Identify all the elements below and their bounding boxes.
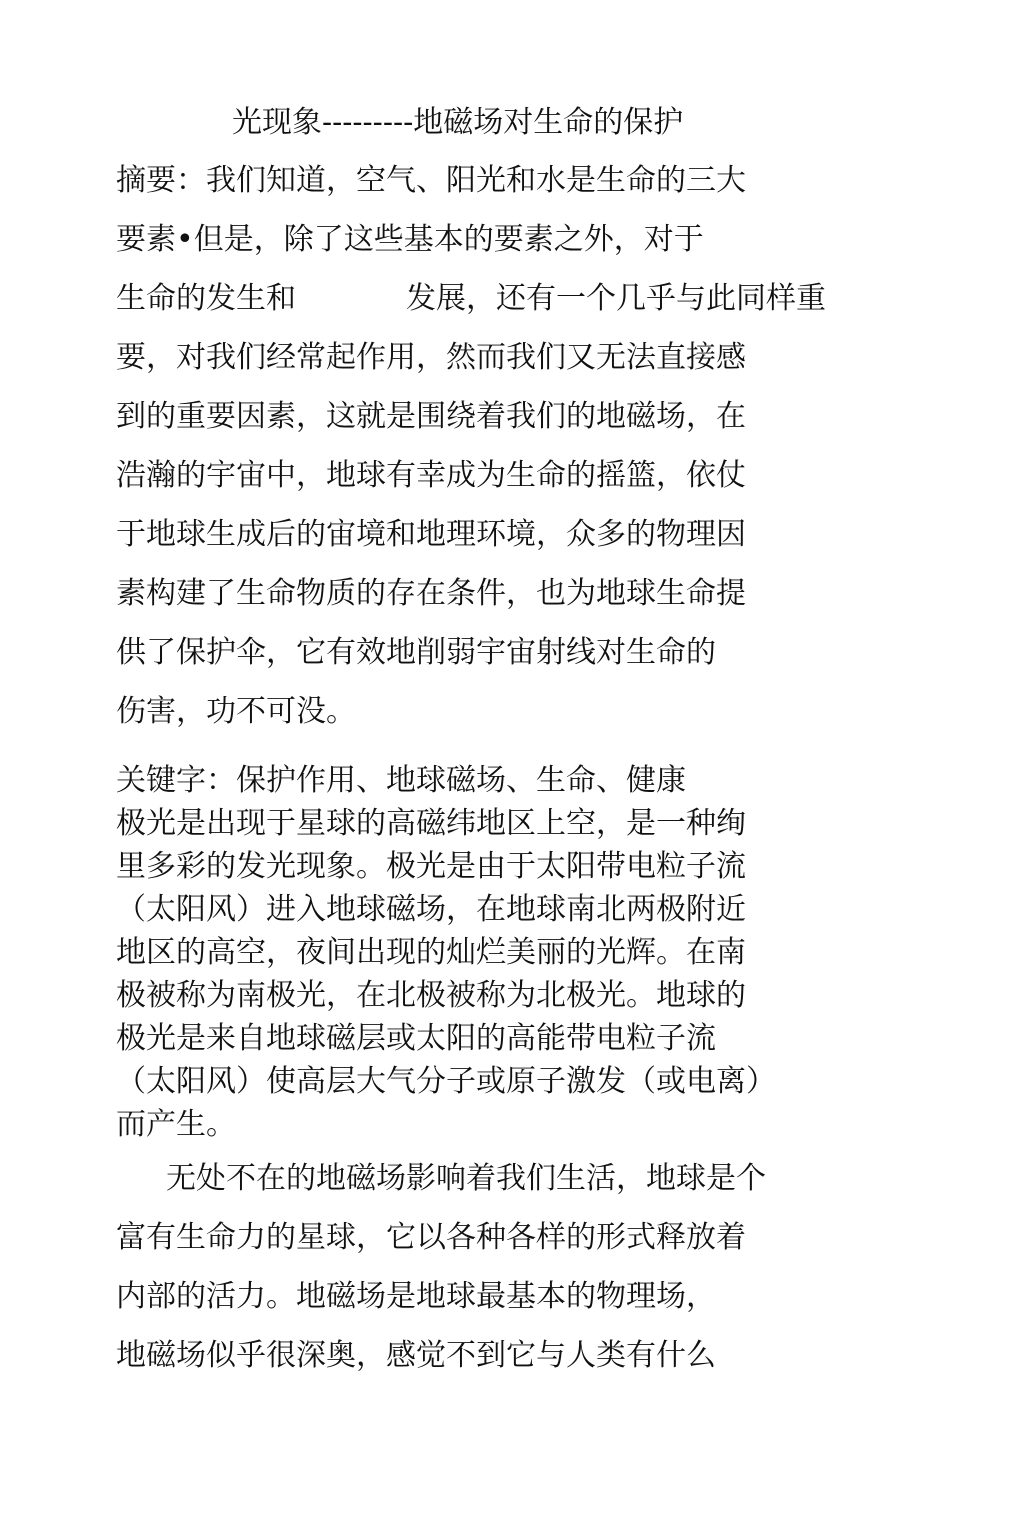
- aurora-line: 地区的高空，夜间出现的灿烂美丽的光辉。在南: [116, 935, 746, 970]
- abstract-line: 浩瀚的宇宙中，地球有幸成为生命的摇篮，依仗: [116, 458, 746, 493]
- body-line: 地磁场似乎很深奥，感觉不到它与人类有什么: [116, 1338, 716, 1373]
- abstract-line: 到的重要因素，这就是围绕着我们的地磁场，在: [116, 399, 746, 434]
- abstract-line-split: [116, 282, 826, 316]
- aurora-line: 里多彩的发光现象。极光是由于太阳带电粒子流: [116, 849, 746, 884]
- aurora-line: 极光是来自地球磁层或太阳的高能带电粒子流: [116, 1021, 716, 1056]
- aurora-line: 而产生。: [116, 1107, 236, 1142]
- body-line: 内部的活力。地磁场是地球最基本的物理场，: [116, 1279, 716, 1314]
- abstract-line: 于地球生成后的宙境和地理环境，众多的物理因: [116, 517, 746, 552]
- abstract-line: 伤害，功不可没。: [116, 694, 356, 729]
- abstract-line: 要素•但是，除了这些基本的要素之外，对于: [116, 222, 704, 257]
- keywords-line: 关键字：保护作用、地球磁场、生命、健康: [116, 763, 686, 798]
- abstract-line: 素构建了生命物质的存在条件，也为地球生命提: [116, 576, 746, 611]
- aurora-line: （太阳风）进入地球磁场，在地球南北两极附近: [116, 892, 746, 927]
- abstract-line-part: 发展，还有一个几乎与此同样重: [406, 281, 826, 316]
- abstract-line: 供了保护伞，它有效地削弱宇宙射线对生命的: [116, 635, 716, 670]
- aurora-line: （太阳风）使高层大气分子或原子激发（或电离）: [116, 1064, 776, 1099]
- abstract-line: 摘要：我们知道，空气、阳光和水是生命的三大: [116, 163, 746, 198]
- body-line: 无处不在的地磁场影响着我们生活，地球是个: [166, 1161, 766, 1196]
- abstract-line: 要，对我们经常起作用，然而我们又无法直接感: [116, 340, 746, 375]
- body-line: 富有生命力的星球，它以各种各样的形式释放着: [116, 1220, 746, 1255]
- aurora-line: 极被称为南极光，在北极被称为北极光。地球的: [116, 978, 746, 1013]
- document-title: 光现象---------地磁场对生命的保护: [232, 105, 684, 140]
- aurora-line: 极光是出现于星球的高磁纬地区上空，是一种绚: [116, 806, 746, 841]
- abstract-line-part: 生命的发生和: [116, 281, 296, 316]
